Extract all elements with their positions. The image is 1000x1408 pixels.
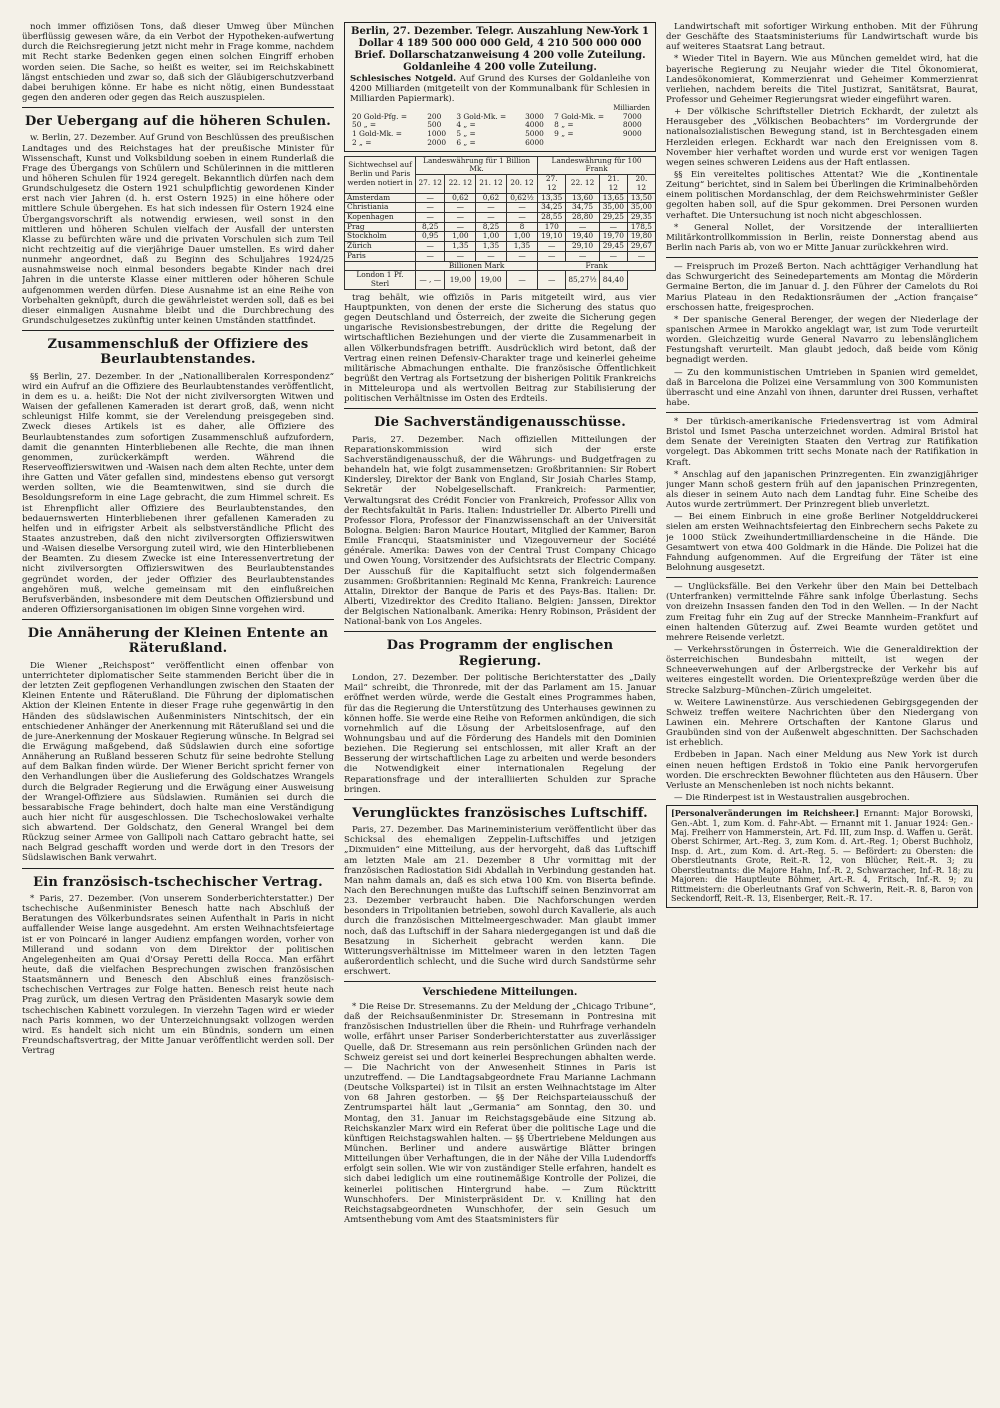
date-header: 20. 12 [627, 175, 655, 193]
divider [666, 412, 978, 413]
rate-cell: 28,80 [566, 213, 600, 223]
rate-cell: — [445, 251, 476, 261]
rate-cell: — [476, 213, 507, 223]
rate-cell: 29,25 [599, 213, 627, 223]
table-row [345, 251, 656, 261]
news-item: — Bei einem Einbruch in eine große Berliner Notgelddruckerei sielen am ersten Weihnachtsfeiertag den Einbrechern sechs Pakete zu je 1000 Stück Zweihundertmilliardenscheine in die Hände. Die Gesamtwert von etwa 400 Goldmark in die Hände. Die Polizei hat die Fahndung aufgenommen. Auf die Ergreifung der Täter ist eine Belohnung ausgesetzt. [666, 512, 978, 574]
city-cell: Kopenhagen [345, 213, 416, 223]
table-header-city: Sichtwechsel auf Berlin und Paris werden notiert in [345, 156, 416, 193]
rate-cell: 19,70 [599, 232, 627, 242]
footer-cell: — [506, 271, 537, 289]
footer-label-frank: Frank [538, 261, 656, 271]
notgeld-cell: 4000 [525, 120, 544, 130]
footer-cell: — [538, 271, 566, 289]
notgeld-cell: 1 Gold-Mk. = [352, 129, 402, 139]
date-header: 21. 12 [599, 175, 627, 193]
date-header: 21. 12 [476, 175, 507, 193]
rate-cell: 35,00 [599, 203, 627, 213]
rate-cell: — [506, 213, 537, 223]
notgeld-row [350, 113, 650, 122]
rate-cell: — [445, 203, 476, 213]
notgeld-cell: 500 [427, 120, 442, 130]
personnel-title: [Personalveränderungen im Reichsheer.] [671, 808, 859, 819]
article-schools: w. Berlin, 27. Dezember. Auf Grund von Beschlüssen des preußischen Landtages und des Reichstages hat der preußische Minister für Wissenschaft, Kunst und Volksbildung soeben in einem Runderlaß die Frage des Übergangs von Schülern und Schülerinnen in die mittleren und höheren Schulen für 1924 geregelt. Bekanntlich dürfen nach dem Grundschulgesetz die Ostern 1921 schulpflichtig gewordenen Kinder erst nach vier Jahren (d. h. erst Ostern 1925) in eine höhere oder mittlere Schule übergehen. Es hat sich indessen für Ostern 1924 eine Übergangsvorschrift als notwendig erwiesen, weil sonst in den mittleren und höheren Schulen vielfach der Ausfall der untersten Klasse zu befürchten wäre und die privaten Vorschulen sich zum Teil nicht rechtzeitig auf die vierjährige Dauer umstellen. Es wird daher nunmehr angeordnet, daß zu Beginn des Schuljahres 1924/25 ausnahmsweise noch einmal besonders begabte Kinder nach drei Jahren in die unterste Klasse einer mittleren oder höheren Schule aufgenommen werden dürfen. Diese Ausnahme ist an eine Reihe von Vorbehalten geknüpft, durch die gewährleistet werden soll, daß es bei dieser einmaligen Ausnahme bleibt und die Durchbrechung des Grundschulgesetzes zukünftig unter keinen Umständen stattfindet. [22, 133, 334, 326]
divider [22, 868, 334, 869]
rate-cell: 0,62 [476, 193, 507, 203]
notgeld-cell: 2000 [427, 137, 447, 147]
rate-cell: 13,65 [599, 193, 627, 203]
divider [666, 257, 978, 258]
city-cell: Paris [345, 251, 416, 261]
notgeld-cell: 9 „ = [554, 129, 574, 139]
article-little-entente: Die Wiener „Reichspost“ veröffentlicht einen offenbar von unterrichteter diplomatischer Seite stammenden Bericht über die in der letzten Zeit gepflogenen Verhandlungen zwischen den Staaten der Kleinen Entente und Räterußland. Die Führung der diplomatischen Aktion der Kleinen Entente in dieser Frage ruhe gegenwärtig in den Händen des südslawischen Außenministers Nintschitsch, der ein entschiedener Anhänger der Anerkennung mit Räterußland sei und die de jure-Anerkennung der Moskauer Regierung wünsche. In Belgrad sei die Erwägung maßgebend, daß Südslawien durch eine sofortige Annäherung an Rußland besseren Schutz für seine bedrohte Stellung auf dem Balkan finden würde. Der Wiener Bericht spricht ferner von den Verhandlungen über die Auslieferung des Goldschatzes Wrangels durch die Belgrader Regierung und die Erwägung einer Ausweisung der Wrangel-Offiziere aus Südslawien. Rumänien sei durch die bessarabische Frage behindert, doch halte man eine Verständigung auch hier nicht für ausgeschlossen. Die Tschechoslowakei verhalte sich abwartend. Der Goldschatz, den General Wrangel bei dem Rückzug seiner Armee von Gallipoli nach Cattaro gebracht hatte, sei nach Belgrad geschafft worden und werde dort in den Tresors der Südslawischen Bank verwahrt. [22, 660, 334, 864]
rate-cell: 1,00 [506, 232, 537, 242]
rate-cell: 19,80 [627, 232, 655, 242]
rate-cell: 178,5 [627, 222, 655, 232]
headline-english-program: Das Programm der englischen Regierung. [386, 638, 614, 669]
news-item: — Freispruch im Prozeß Berton. Nach achttägiger Verhandlung hat das Schwurgericht des Seinedepartements am Montag die Mörderin Germaine Berton, die im Januar d. J. den Führer der Camelots du Roi Marius Plateau in den Redaktionsräumen der „Action française“ erschossen hatte, freigesprochen. [666, 262, 978, 313]
rate-cell: — [445, 213, 476, 223]
rate-cell: 13,35 [538, 193, 566, 203]
notgeld-cell [552, 139, 621, 148]
footer-cell: — , — [416, 271, 445, 289]
news-item: Erdbeben in Japan. Nach einer Meldung aus New York ist durch einen neuen heftigen Erdstoß in Tokio eine Panik hervorgerufen worden. Die erschreckten Bewohner flüchteten aus den Häusern. Über Verluste an Menschenleben ist noch nichts bekannt. [666, 750, 978, 791]
rate-cell: — [416, 251, 445, 261]
rate-cell: 28,55 [538, 213, 566, 223]
rate-cell: 1,35 [445, 242, 476, 252]
article-misc: * Die Reise Dr. Stresemanns. Zu der Meldung der „Chicago Tribune“, daß der Reichsaußenminister Dr. Stresemann in Pontresina mit französischen Industriellen über die Rhein- und Ruhrfrage verhandeln wolle, erfährt unser Pariser Sonderberichterstatter aus zuverlässiger Quelle, daß Dr. Stresemann aus rein persönlichen Gründen nach der Schweiz gereist sei und dort keinerlei Besprechungen abhalten werde. — Die Nachricht von der Anwesenheit Stinnes in Paris ist unzutreffend. — Die Landtagsabgeordnete Frau Marianne Lachmann (Deutsche Volkspartei) ist in Tilsit an ersten Weihnachtstage im Alter von 68 Jahren gestorben. — §§ Der Reichsparteiausschuß der Zentrumspartei hält laut „Germania“ am Sonntag, den 30. und Montag, den 31. Januar im Reichstagsgebäude eine Sitzung ab. Reichskanzler Marx wird ein Referat über die politische Lage und die künftigen Reichstagswahlen halten. — §§ Übertriebene Meldungen aus München. Berliner und andere auswärtige Blätter bringen Mitteilungen über Verhaftungen, die in der Nähe der Villa Ludendorffs erfolgt sein sollen. Wie wir von zuständiger Stelle erfahren, handelt es sich dabei lediglich um eine routinemäßige Kontrolle der Polizei, die keinerlei politischen Hintergrund habe. — Zum Rücktritt Wunschhofers. Der Ministerpräsident Dr. v. Knilling hat den Reichstagsabgeordneten Wunschhofer, der sein Gesuch um Amtsenthebung vom Amt des Staatsministers für [344, 1002, 656, 1225]
exchange-box [344, 22, 656, 152]
date-header: 22. 12 [566, 175, 600, 193]
rate-cell: — [538, 242, 566, 252]
rate-cell: — [416, 193, 445, 203]
rate-cell: 29,67 [627, 242, 655, 252]
divider [22, 619, 334, 620]
rate-cell: — [416, 203, 445, 213]
notgeld-cell: 7000 [622, 111, 642, 121]
rate-cell: 1,00 [445, 232, 476, 242]
rate-cell: 34,25 [538, 203, 566, 213]
headline-officers: Zusammenschluß der Offiziere des Beurlaubtenstandes. [47, 337, 309, 368]
footer-cell: 19,00 [476, 271, 507, 289]
date-header: 22. 12 [445, 175, 476, 193]
news-item: * Wieder Titel in Bayern. Wie aus München gemeldet wird, hat die bayerische Regierung zu Neujahr wieder die Titel Ökonomierat, Landesökonomierat, Kommerzienrat und Geheimer Kommerzienrat verliehen, nachdem bereits die Titel Justizrat, Sanitätsrat, Baurat, Professor und Geheimer Regierungsrat wieder eingeführt waren. [666, 54, 978, 105]
news-item: * Anschlag auf den japanischen Prinzregenten. Ein zwanzigjähriger junger Mann schoß gestern früh auf den japanischen Prinzregenten, als dieser in seinem Auto nach dem Landtag fuhr. Eine Scheibe des Autos wurde zertrümmert. Der Prinzregent blieb unverletzt. [666, 469, 978, 511]
notgeld-text: Auf Grund des Kurses der Goldanleihe von 4200 Milliarden (mitgeteilt von der Kommunalbank für Schlesien in Milliarden Papiermark). [350, 74, 651, 105]
news-item: Landwirtschaft mit sofortiger Wirkung enthoben. Mit der Führung der Geschäfte des Staatsministeriums für Landwirtschaft wurde bis auf weiteres Staatsrat Lang betraut. [666, 22, 978, 53]
notgeld-cell: 9000 [622, 129, 642, 139]
city-cell: Zürich [345, 242, 416, 252]
divider [22, 330, 334, 331]
rate-cell: 8,25 [416, 222, 445, 232]
city-cell: Christiania [345, 203, 416, 213]
footer-cell: London 1 Pf. Sterl [345, 271, 416, 289]
divider [344, 408, 656, 409]
rate-cell: — [538, 251, 566, 261]
headline-little-entente: Die Annäherung der Kleinen Entente an Räterußland. [27, 626, 329, 657]
article-experts: Paris, 27. Dezember. Nach offiziellen Mitteilungen der Reparationskommission wird sich der erste Sachverständigenausschuß, der die Währungs- und Budgetfragen zu behandeln hat, wie folgt zusammensetzen: Großbritannien: Sir Robert Kindersley, Direktor der Bank von England, Sir Josiah Charles Stamp, Sekretär der Nobelgesellschaft. Frankreich: Parmentier, Verwaltungsrat des Crédit Foncier von Frankreich, Professor Allix von der Rechtsfakultät in Paris. Italien: Industrieller Dr. Alberto Pirelli und Professor Flora, Professor der Finanzwissenschaft an der Universität Bologna. Belgien: Baron Maurice Houtart, Mitglied der Kammer, Baron Emile Francqui, Staatsminister und Vizegouverneur der Société générale. Amerika: Dawes von der Central Trust Company Chicago und Owen Young, Vorsitzender des Aufsichtsrats der Electric Company. Der Ausschuß für die Kapitalflucht setzt sich folgendermaßen zusammen: Großbritannien: Reginald Mc Kenna, Frankreich: Laurence Attalin, Direktor der Banque de Paris et des Pays-Bas. Italien: Dr. Alberti, Vizedirektor des Credito Italiano. Belgien: Janssen, Direktor der Belgischen Nationalbank. Amerika: Henry Robinson, Präsident der National-bank von Los Angeles. [344, 434, 656, 628]
news-item: — Die Rinderpest ist in Westaustralien ausgebrochen. [674, 792, 910, 803]
rate-cell: 13,50 [627, 193, 655, 203]
article-officers: §§ Berlin, 27. Dezember. In der „Nationalliberalen Korrespondenz“ wird ein Aufruf an die Offiziere des Beurlaubtenstandes veröffentlicht, in dem es u. a. heißt: Die Not der nicht zivilversorgten Witwen und Waisen der gefallenen Kameraden ist derart groß, daß, wenn nicht schleunigst Hilfe kommt, sie der Verelendung preisgegeben sind. Zweck dieses Artikels ist es daher, alle Offiziere des Beurlaubtenstandes zum sofortigen Zusammenschluß aufzufordern, damit die genannten Hinterbliebenen alle Rechte, die man ihnen genommen, zurückerkämpft werden. Während die Reserveoffizierswitwen und -Waisen nach dem alten Rechte, unter dem ihre Gatten und Väter gefallen sind, mindestens ebenso gut versorgt werden sollten, wie die Beamtenwitwen, sind sie durch die Besoldungsreform in eine Lage gebracht, die zum Himmel schreit. Es ist Ehrenpflicht aller Offiziere des Beurlaubtenstandes, den bedauernswerten Hinterbliebenen ihrer gefallenen Kameraden zu helfen und in eifrigster Arbeit als selbstverständliche Pflicht des Staates anzustreben, daß den nicht zivilversorgten Offizierswitwen und -Waisen dieselbe Versorgung zuteil wird, wie den Hinterbliebenen der Beamten. Zu diesem Zwecke ist eine Interessenvertretung der nicht zivilversorgten Offizierswitwen des Beurlaubtenstandes gegründet worden, der jeder Offizier des Beurlaubtenstandes angehören muß, welche gemeinsam mit den einflußreichen Berufsverbänden, insbesondere mit dem Deutschen Offiziersbund und anderen Offiziersorganisationen im obigen Sinne vorgehen wird. [22, 371, 334, 616]
rate-cell: — [445, 222, 476, 232]
rate-cell: 0,62½ [506, 193, 537, 203]
notgeld-table [350, 113, 650, 148]
news-item: + Der völkische Schriftsteller Dietrich Eckhardt, der zuletzt als Herausgeber des „Völkischen Beobachters“ im Vordergrunde der nationalsozialistischen Bewegung stand, ist in Berchtesgaden einem Herzleiden erlegen. Eckhardt war nach den Ereignissen vom 8. November hier verhaftet worden und wurde erst vor wenigen Tagen wegen seines schweren Leidens aus der Haft entlassen. [666, 107, 978, 168]
divider [344, 981, 656, 982]
table-header-mark: Landeswährung für 1 Billion Mk. [416, 156, 538, 174]
city-cell: Amsterdam [345, 193, 416, 203]
rate-cell: — [599, 222, 627, 232]
headline-airship: Verunglücktes französisches Luftschiff. [352, 805, 648, 821]
rate-cell: 1,35 [506, 242, 537, 252]
notgeld-cell: 8000 [622, 120, 642, 130]
notgeld-cell: 7 Gold-Mk. = [554, 111, 605, 121]
news-item: w. Weitere Lawinenstürze. Aus verschiedenen Gebirgsgegenden der Schweiz treffen weitere Nachrichten über den Niedergang von Lawinen ein. Mehrere Ortschaften der Kantone Glarus und Graubünden sind von der Außenwelt abgeschnitten. Der Sachschaden ist erheblich. [666, 697, 978, 749]
notgeld-cell: 5 „ = [456, 129, 476, 139]
rate-cell: — [627, 251, 655, 261]
personnel-box [666, 805, 978, 907]
headline-misc: Verschiedene Mitteilungen. [422, 987, 578, 999]
rate-cell: 0,62 [445, 193, 476, 203]
notgeld-cell: 50 „ = [352, 120, 377, 130]
notgeld-cell: 3 Gold-Mk. = [456, 111, 507, 121]
table-row [345, 213, 656, 223]
rate-cell: — [416, 242, 445, 252]
news-item: §§ Ein vereiteltes politisches Attentat? Wie die „Kontinentale Zeitung“ berichtet, sind in Salem bei Überlingen die Kriminalbehörden einem politischen Mordanschlag, der dem Reichswehrminister Geßler gegolten haben soll, auf die Spur gekommen. Drei Personen wurden verhaftet. Die Untersuchung ist noch nicht abgeschlossen. [666, 169, 978, 221]
city-cell: Stockholm [345, 232, 416, 242]
city-cell: Prag [345, 222, 416, 232]
rate-cell: 19,10 [538, 232, 566, 242]
headline-treaty: Ein französisch-tschechischer Vertrag. [33, 874, 323, 890]
rate-cell: 8,25 [476, 222, 507, 232]
article-treaty: * Paris, 27. Dezember. (Von unserem Sonderberichterstatter.) Der tschechische Außenminister Benesch hatte nach Abschluß der Beratungen des Völkerbundsrates seinen Aufenthalt in Paris in nicht auffallender Weise lange ausgedehnt. Am ersten Weihnachtsfeiertage ist er von Poincaré in langer Audienz empfangen worden, vorher von Millerand und sodann von dem Direktor der politischen Angelegenheiten am Quai d'Orsay Peretti della Rocca. Man erfährt heute, daß die vielfachen Besprechungen zwischen französischen Staatsmännern und Benesch den Abschluß eines französisch-tschechischen Vertrages zur Folge hatten. Benesch reist heute nach Prag zurück, um diesen Vertrag den Präsidenten Masaryk sowie dem tschechischen Kabinett vorzulegen. In vierzehn Tagen wird er wieder nach Paris kommen, wo der Unterzeichnungsakt vollzogen werden wird. Es handelt sich nicht um ein Bündnis, sondern um einen Freundschaftsvertrag, der Mitte Januar veröffentlicht werden soll. Der Vertrag [22, 893, 334, 1057]
notgeld-cell: 1000 [427, 129, 447, 139]
news-item: — Verkehrsstörungen in Österreich. Wie die Generaldirektion der österreichischen Bundesbahn mitteilt, ist wegen der Schneeverwehungen auf der Arlbergstrecke der Verkehr bis auf weiteres eingestellt worden. Die Orientexpreßzüge werden über die Strecke Salzburg–München–Zürich umgeleitet. [666, 645, 978, 696]
rate-cell: 170 [538, 222, 566, 232]
notgeld-cell: 200 [427, 111, 442, 121]
notgeld-cell: 2 „ = [352, 137, 372, 147]
footer-label-mark: Billionen Mark [416, 261, 538, 271]
rate-cell: 29,10 [566, 242, 600, 252]
divider [344, 799, 656, 800]
news-item: — Unglücksfälle. Bei den Verkehr über den Main bei Dettelbach (Unterfranken) vermittelnde Fähre sank infolge Überlastung. Sechs von dreizehn Insassen fanden den Tod in den Wellen. — In der Nacht zum Freitag fuhr ein Zug auf der Strecke Mannheim–Frankfurt auf einen haltenden Güterzug auf. Zwei Beamte wurden getötet und mehrere Reisende verletzt. [666, 582, 978, 643]
rate-cell: 34,75 [566, 203, 600, 213]
rate-cell: 1,35 [476, 242, 507, 252]
rate-cell: 35,00 [627, 203, 655, 213]
footer-cell: 19,00 [445, 271, 476, 289]
news-item: * Der spanische General Berenger, der wegen der Niederlage der spanischen Armee in Marokko angeklagt war, ist zum Tode verurteilt worden. Gleichzeitig wurde General Navarro zu lebenslänglichem Festungshaft verurteilt. Man glaubt jedoch, daß beide vom König begnadigt werden. [666, 314, 978, 366]
notgeld-cell: 4 „ = [456, 120, 476, 130]
notgeld-cell: 5000 [525, 129, 544, 139]
column-left [22, 22, 334, 1398]
notgeld-title: Schlesisches Notgeld. [350, 74, 457, 84]
table-header-frank: Landeswährung für 100 Frank [538, 156, 656, 174]
headline-schools: Der Uebergang auf die höheren Schulen. [24, 114, 332, 130]
date-header: 27. 12 [416, 175, 445, 193]
footer-cell: 84,40 [599, 271, 627, 289]
column-middle [344, 22, 656, 1398]
rate-cell: — [476, 203, 507, 213]
rate-cell: 29,35 [627, 213, 655, 223]
exchange-rate-table [344, 156, 656, 290]
notgeld-cell [621, 139, 650, 148]
article-treaty-cont: trag behält, wie offiziös in Paris mitgeteilt wird, aus vier Hauptpunkten, von denen der erste die Sicherung des status quo gegen Deutschland und Österreich, der zweite die Sicherung gegen ungarische Revisionsbestrebungen, der dritte die Regelung der wirtschaftlichen Beziehungen und der vierte die Zusammenarbeit in allen Völkerbundsfragen betrifft. Ausdrücklich wird betont, daß der Vertrag einen reinen Defensiv-Charakter trage und keinerlei geheime militärische Abmachungen enthalte. Die französische Öffentlichkeit begrüßt den Vertrag als Fortsetzung der bisherigen Politik Frankreichs in Mitteleuropa und als wertvollen Beitrag zur Stabilisierung der politischen Verhältnisse im Osten des Erdteils. [344, 292, 656, 405]
notgeld-row [350, 139, 650, 148]
rate-cell: — [416, 213, 445, 223]
rate-cell: 1,00 [476, 232, 507, 242]
divider [22, 107, 334, 108]
date-header: 27. 12 [538, 175, 566, 193]
divider [666, 577, 978, 578]
article-continuation: noch immer offiziösen Tons, daß dieser Umweg über München überflüssig gewesen wäre, da ein Verbot der Hypotheken-aufwertung durch die Reichsregierung jetzt nicht mehr in Frage komme, nachdem mit Recht starke Bedenken gegen einen solchen Eingriff erhoben worden seien. Die Sache, so heißt es weiter, sei im Reichskabinett längst entschieden und zwar so, daß sich der Gläubigerschutzverband dabei beruhigen könne. Er habe es nicht nötig, einen Bundesstaat gegen den anderen oder gegen das Reich auszuspielen. [22, 22, 334, 103]
date-header: 20. 12 [506, 175, 537, 193]
article-english-program: London, 27. Dezember. Der politische Berichterstatter des „Daily Mail“ schreibt, die Thronrede, mit der das Parlament am 15. Januar eröffnet werden würde, werde die Gestalt eines Programmes haben, für das die Regierung die Unterstützung des Unterhauses gewinnen zu können hoffe. Sie werde eine Reihe von Reformen ankündigen, die sich vornehmlich auf die Lösung der Arbeitslosenfrage, auf den Wohnungsbau und auf die Förderung des Handels mit den Dominien beziehen. Die Regierung sei entschlossen, mit aller Kraft an der Besserung der wirtschaftlichen Lage zu arbeiten und werde besonders die Notwendigkeit einer internationalen Regelung der Reparationsfrage und der interalliierten Schulden zur Sprache bringen. [344, 673, 656, 795]
notgeld-cell: 6000 [525, 137, 544, 147]
rate-cell: 29,45 [599, 242, 627, 252]
news-item: — Zu den kommunistischen Umtrieben in Spanien wird gemeldet, daß in Barcelona die Polizei eine Versammlung von 300 Kommunisten überrascht und eine Anzahl von ihnen, darunter drei Russen, verhaftet habe. [666, 367, 978, 408]
notgeld-row [350, 130, 650, 139]
table-row [345, 242, 656, 252]
rate-cell: — [506, 203, 537, 213]
divider [344, 631, 656, 632]
rate-cell: 8 [506, 222, 537, 232]
notgeld-cell: 8 „ = [554, 120, 574, 130]
rate-cell: — [599, 251, 627, 261]
notgeld-intro [350, 74, 650, 104]
notgeld-unit: Milliarden [613, 104, 650, 113]
notgeld-cell: 20 Gold-Pfg. = [352, 111, 408, 121]
rate-cell: — [506, 251, 537, 261]
news-item: * General Nollet, der Vorsitzende der interalliierten Militärkontrollkommission in Berlin, reiste Donnerstag abend aus Berlin nach Paris ab, von wo er Mitte Januar zurückkehren wird. [666, 222, 978, 253]
rate-cell: — [476, 251, 507, 261]
headline-experts: Die Sachverständigenausschüsse. [374, 415, 626, 431]
column-right [666, 22, 978, 1398]
personnel-text: Ernannt: Major Borowski, Gen.-Abt. 1, zum Kom. d. Fahr-Abt. — Ernannt mit 1. Januar 1924: Gen.-Maj. Freiherr von Hammerstein, Art. Fd. III, zum Insp. d. Waffen u. Gerät. Oberst Schirmer, Art.-Reg. 3, zum Kom. d. Art.-Reg. 1; Oberst Buchholz, Insp. d. Art., zum Kom. d. Art.-Reg. 5. — Befördert: zu Obersten: die Oberstleutnants Grote, Reit.-R. 12, von Blücher, Reit.-R. 3; zu Oberstleutnants: die Majore Hahn, Inf.-R. 2, Schwarzacher, Inf.-R. 18; zu Majoren: die Hauptleute Böhmer, Art.-R. 4, Fritsch, Inf.-R. 9; zu Rittmeistern: die Oberleutnants Graf von Schwerin, Reit.-R. 8, Baron von Seckendorff, Reit.-R. 13, Eisenberger, Reit.-R. 17. [671, 809, 973, 904]
rate-cell: 13,60 [566, 193, 600, 203]
notgeld-cell: 3000 [525, 111, 544, 121]
notgeld-cell: 6 „ = [456, 137, 476, 147]
rate-cell: — [566, 222, 600, 232]
rate-cell: 19,40 [566, 232, 600, 242]
exchange-headline: Berlin, 27. Dezember. Telegr. Auszahlung New-York 1 Dollar 4 189 500 000 000 Geld, 4 210 500 000 000 Brief. Dollarschatzanweisung 4 200 volle Zuteilung. Goldanleihe 4 200 volle Zuteilung. [351, 26, 649, 73]
article-airship: Paris, 27. Dezember. Das Marineministerium veröffentlicht über das Schicksal des ehemaligen Zeppelin-Luftschiffes und jetzigen „Dixmuiden“ eine Mitteilung, aus der hervorgeht, daß das Luftschiff am letzten Male am 21. Dezember 8 Uhr vormittag mit der französischen Radiostation Sidi Abdallah in Verbindung gestanden hat. Man nahm damals an, daß es sich etwa 100 Km. von Biserta befinde. Nach den Berechnungen mußte das Luftschiff seinen Benzinvorrat am 23. Dezember verbraucht haben. Die Nachforschungen werden besonders in Tripolitanien betrieben, sowohl durch Kavallerie, als auch durch die französischen Mittelmeergeschwader. Man glaubt immer noch, daß das Luftschiff in der Sahara niedergegangen ist und daß die Besatzung in Sicherheit gebracht werden kann. Die Witterungsverhältnisse im Mittelmeer waren in den letzten Tagen außerordentlich schlecht, und die Suche wird durch Sandstürme sehr erschwert. [344, 825, 656, 978]
footer-cell: 85,27½ [566, 271, 600, 289]
rate-cell: 0,95 [416, 232, 445, 242]
rate-cell: — [566, 251, 600, 261]
news-item: * Der türkisch-amerikanische Friedensvertrag ist vom Admiral Bristol und Ismet Pascha unterzeichnet worden. Admiral Bristol hat dem Senate der Vereinigten Staaten den Vertrag zur Ratifikation vorgelegt. Das Abkommen tritt sechs Monate nach der Ratifikation in Kraft. [666, 417, 978, 468]
